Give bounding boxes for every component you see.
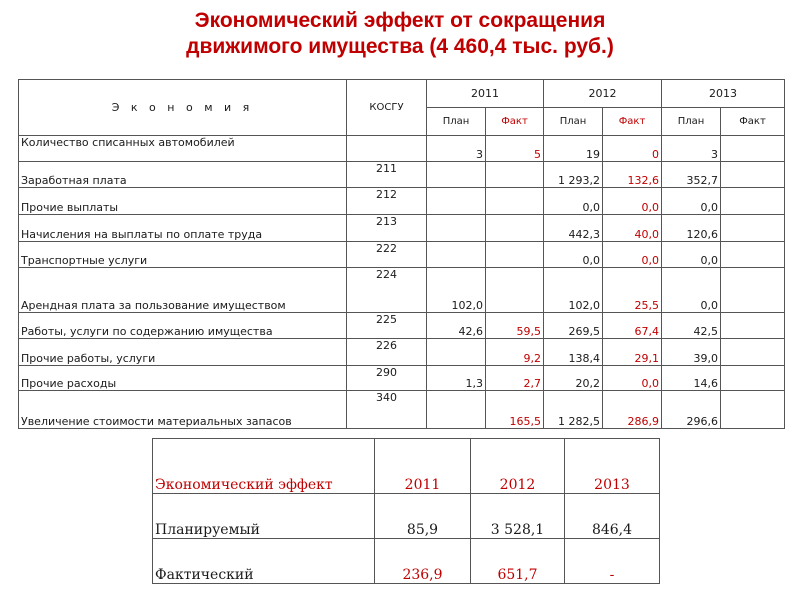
fact-2012: 25,5 <box>603 268 662 313</box>
fact-2013 <box>721 215 785 242</box>
plan-2012: 1 282,5 <box>544 391 603 429</box>
plan-2011: 3 <box>427 136 486 162</box>
plan-2012: 20,2 <box>544 366 603 391</box>
table-row <box>19 162 785 188</box>
header-kosgu: КОСГУ <box>347 80 427 136</box>
fact-2013 <box>721 366 785 391</box>
fact-2012: 0,0 <box>603 188 662 215</box>
summary-row-actual <box>153 539 660 584</box>
fact-2013 <box>721 136 785 162</box>
plan-2013: 0,0 <box>662 188 721 215</box>
row-kosgu <box>347 136 427 162</box>
header-fact-2011: Факт <box>486 108 544 136</box>
plan-2013: 296,6 <box>662 391 721 429</box>
fact-2012: 67,4 <box>603 313 662 339</box>
fact-2012: 0,0 <box>603 366 662 391</box>
row-label: Количество списанных автомобилей <box>19 136 347 162</box>
row-kosgu: 340 <box>347 391 427 429</box>
table-row <box>19 215 785 242</box>
fact-2013 <box>721 188 785 215</box>
header-year-2011: 2011 <box>427 80 544 108</box>
fact-2011: 165,5 <box>486 391 544 429</box>
plan-2011 <box>427 391 486 429</box>
summary-table <box>152 438 660 584</box>
economy-table <box>18 79 785 429</box>
row-kosgu: 224 <box>347 268 427 313</box>
fact-2013 <box>721 339 785 366</box>
fact-2011 <box>486 188 544 215</box>
summary-year-2013: 2013 <box>565 439 660 494</box>
plan-2013: 39,0 <box>662 339 721 366</box>
fact-2011: 59,5 <box>486 313 544 339</box>
plan-2013: 120,6 <box>662 215 721 242</box>
header-year-2013: 2013 <box>662 80 785 108</box>
plan-2012: 269,5 <box>544 313 603 339</box>
row-label: Арендная плата за пользование имуществом <box>19 268 347 313</box>
plan-2011 <box>427 242 486 268</box>
fact-2011: 2,7 <box>486 366 544 391</box>
table-row <box>19 188 785 215</box>
summary-value-2012: 3 528,1 <box>471 494 565 539</box>
row-kosgu: 225 <box>347 313 427 339</box>
fact-2012: 0,0 <box>603 242 662 268</box>
summary-row-label: Фактический <box>153 539 375 584</box>
plan-2012: 0,0 <box>544 188 603 215</box>
table-row <box>19 339 785 366</box>
row-label: Заработная плата <box>19 162 347 188</box>
fact-2012: 40,0 <box>603 215 662 242</box>
row-label: Прочие работы, услуги <box>19 339 347 366</box>
fact-2012: 0 <box>603 136 662 162</box>
fact-2011: 9,2 <box>486 339 544 366</box>
fact-2011 <box>486 268 544 313</box>
table-row <box>19 136 785 162</box>
header-plan-2013: План <box>662 108 721 136</box>
plan-2013: 0,0 <box>662 268 721 313</box>
row-kosgu: 226 <box>347 339 427 366</box>
plan-2011: 102,0 <box>427 268 486 313</box>
plan-2012: 1 293,2 <box>544 162 603 188</box>
fact-2011 <box>486 162 544 188</box>
summary-value-2013: - <box>565 539 660 584</box>
plan-2013: 352,7 <box>662 162 721 188</box>
summary-value-2012: 651,7 <box>471 539 565 584</box>
plan-2011 <box>427 162 486 188</box>
row-label: Работы, услуги по содержанию имущества <box>19 313 347 339</box>
row-kosgu: 222 <box>347 242 427 268</box>
table-row <box>19 391 785 429</box>
plan-2013: 14,6 <box>662 366 721 391</box>
row-kosgu: 212 <box>347 188 427 215</box>
plan-2011 <box>427 188 486 215</box>
header-row-years <box>19 80 785 108</box>
summary-row-label: Планируемый <box>153 494 375 539</box>
row-label: Прочие расходы <box>19 366 347 391</box>
summary-row-planned <box>153 494 660 539</box>
summary-year-2012: 2012 <box>471 439 565 494</box>
header-plan-2012: План <box>544 108 603 136</box>
fact-2013 <box>721 162 785 188</box>
plan-2012: 138,4 <box>544 339 603 366</box>
summary-value-2011: 85,9 <box>375 494 471 539</box>
row-kosgu: 211 <box>347 162 427 188</box>
table-row <box>19 242 785 268</box>
plan-2011 <box>427 215 486 242</box>
row-label: Увеличение стоимости материальных запасов <box>19 391 347 429</box>
plan-2011 <box>427 339 486 366</box>
row-label: Начисления на выплаты по оплате труда <box>19 215 347 242</box>
summary-header-label: Экономический эффект <box>153 439 375 494</box>
fact-2011 <box>486 242 544 268</box>
header-year-2012: 2012 <box>544 80 662 108</box>
plan-2011: 42,6 <box>427 313 486 339</box>
fact-2011: 5 <box>486 136 544 162</box>
plan-2012: 102,0 <box>544 268 603 313</box>
summary-value-2013: 846,4 <box>565 494 660 539</box>
table-row <box>19 313 785 339</box>
fact-2012: 29,1 <box>603 339 662 366</box>
plan-2013: 42,5 <box>662 313 721 339</box>
fact-2013 <box>721 391 785 429</box>
fact-2013 <box>721 242 785 268</box>
summary-value-2011: 236,9 <box>375 539 471 584</box>
header-economy: Э к о н о м и я <box>19 80 347 136</box>
plan-2013: 3 <box>662 136 721 162</box>
row-label: Прочие выплаты <box>19 188 347 215</box>
fact-2013 <box>721 268 785 313</box>
plan-2012: 0,0 <box>544 242 603 268</box>
fact-2012: 286,9 <box>603 391 662 429</box>
row-kosgu: 290 <box>347 366 427 391</box>
table-row <box>19 268 785 313</box>
plan-2012: 19 <box>544 136 603 162</box>
plan-2012: 442,3 <box>544 215 603 242</box>
header-fact-2012: Факт <box>603 108 662 136</box>
row-kosgu: 213 <box>347 215 427 242</box>
plan-2011: 1,3 <box>427 366 486 391</box>
table-row <box>19 366 785 391</box>
plan-2013: 0,0 <box>662 242 721 268</box>
header-fact-2013: Факт <box>721 108 785 136</box>
page-title-line2: движимого имущества (4 460,4 тыс. руб.) <box>186 35 614 58</box>
fact-2011 <box>486 215 544 242</box>
header-plan-2011: План <box>427 108 486 136</box>
summary-year-2011: 2011 <box>375 439 471 494</box>
row-label: Транспортные услуги <box>19 242 347 268</box>
fact-2013 <box>721 313 785 339</box>
page-title-line1: Экономический эффект от сокращения <box>194 9 606 32</box>
summary-header-row <box>153 439 660 494</box>
page-title <box>0 8 800 60</box>
fact-2012: 132,6 <box>603 162 662 188</box>
